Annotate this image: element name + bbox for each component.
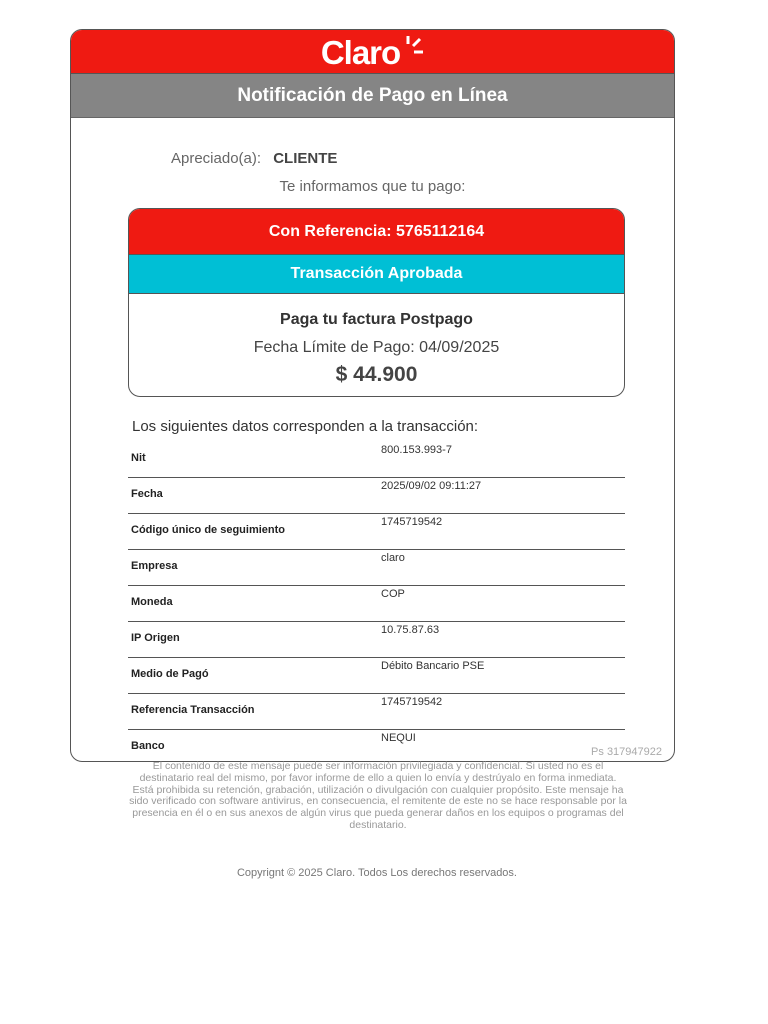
detail-label: Referencia Transacción — [128, 694, 381, 730]
detail-label: Código único de seguimiento — [128, 514, 381, 550]
ps-code: Ps 317947922 — [591, 746, 662, 758]
detail-value: 1745719542 — [381, 694, 625, 730]
detail-label: Empresa — [128, 550, 381, 586]
table-row — [128, 658, 625, 694]
table-row — [128, 622, 625, 658]
detail-value: 800.153.993-7 — [381, 442, 625, 478]
table-row — [128, 550, 625, 586]
payment-summary-box — [128, 208, 625, 397]
claro-logo: Claro — [320, 34, 401, 71]
table-row — [128, 586, 625, 622]
table-row — [128, 730, 625, 763]
detail-value: 2025/09/02 09:11:27 — [381, 478, 625, 514]
detail-value: COP — [381, 586, 625, 622]
greeting-label: Apreciado(a): — [171, 150, 262, 167]
copyright-notice: Copyrignt © 2025 Claro. Todos Los derechos reservados. — [236, 867, 517, 879]
table-row — [128, 514, 625, 550]
legal-disclaimer: El contenido de este mensaje puede ser información privilegiada y confidencial. Si usted no es el destinatario real del mismo, por favor informe de ello a quien lo envía y destrúyalo en forma inmediata. Está prohibida su retención, grabación, utilización o divulgación con cualquier propósito. Este mensaje ha sido verificado con software antivirus, en consecuencia, el remitente de este no se hace responsable por la presencia en él o en sus anexos de algún virus que pueda generar daños en los equipos o programas del destinatario. — [129, 760, 627, 831]
table-row — [128, 694, 625, 730]
claro-logo-rays-icon — [402, 34, 424, 58]
customer-name: CLIENTE — [273, 150, 338, 167]
table-row — [128, 442, 625, 478]
product-name: Paga tu factura Postpago — [280, 311, 473, 328]
detail-label: Medio de Pagó — [128, 658, 381, 694]
status-badge: Transacción Aprobada — [129, 255, 624, 294]
detail-label: IP Origen — [128, 622, 381, 658]
payment-notification-card — [70, 29, 675, 762]
payment-deadline: Fecha Límite de Pago: 04/09/2025 — [253, 339, 500, 356]
detail-value: NEQUI — [381, 730, 625, 763]
greeting — [171, 150, 337, 167]
detail-value: Débito Bancario PSE — [381, 658, 625, 694]
table-row — [128, 478, 625, 514]
transaction-details-table — [128, 442, 625, 762]
payment-amount: $ 44.900 — [335, 363, 418, 386]
intro-text: Te informamos que tu pago: — [279, 178, 466, 195]
detail-value: claro — [381, 550, 625, 586]
detail-value: 1745719542 — [381, 514, 625, 550]
page-title: Notificación de Pago en Línea — [71, 73, 674, 118]
brand-header — [71, 30, 674, 73]
detail-label: Moneda — [128, 586, 381, 622]
detail-value: 10.75.87.63 — [381, 622, 625, 658]
detail-label: Banco — [128, 730, 381, 763]
details-intro: Los siguientes datos corresponden a la transacción: — [132, 418, 479, 435]
detail-label: Nit — [128, 442, 381, 478]
detail-label: Fecha — [128, 478, 381, 514]
payment-reference: Con Referencia: 5765112164 — [129, 209, 624, 255]
